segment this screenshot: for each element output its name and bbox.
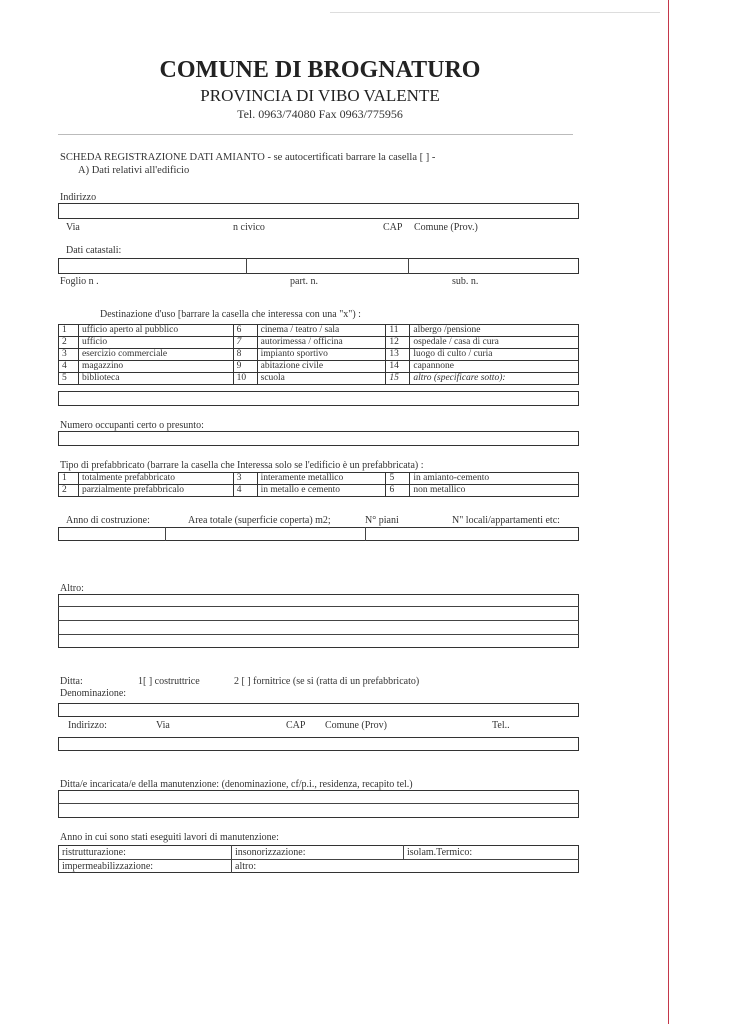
other-field[interactable] [58,594,579,648]
company-option-builder[interactable]: 1[ ] costruttrice [138,676,200,687]
other-rule-1 [58,606,579,607]
destination-table [58,324,579,385]
cadastral-divider-2 [408,258,409,274]
checkbox-cell[interactable]: 5 [59,373,79,385]
company-cap-label: CAP [286,720,306,731]
checkbox-cell[interactable]: 6 [233,325,257,337]
option-label: in amianto-cemento [410,473,579,485]
option-label: ufficio [78,337,233,349]
address-label: Indirizzo [60,192,97,203]
other-rule-3 [58,634,579,635]
maintenance-company-rule [58,803,579,804]
section-a-title: A) Dati relativi all'edificio [78,165,190,176]
cadastral-label: Dati catastali: [66,245,122,256]
company-tel-label: Tel.. [492,720,510,731]
denomination-label: Denominazione: [60,688,127,699]
building-divider-1 [165,527,166,541]
checkbox-cell[interactable]: 2 [59,485,79,497]
checkbox-cell[interactable]: 12 [386,337,410,349]
prefab-row [59,485,579,497]
scan-edge-line [330,12,660,13]
area-label: Area totale (superficie coperta) m2; [188,515,331,526]
maintenance-year-divider-2 [403,845,404,859]
option-label: luogo di culto / curia [410,349,579,361]
cadastral-field[interactable] [58,258,579,274]
other-rule-2 [58,620,579,621]
option-label: ospedale / casa di cura [410,337,579,349]
cadastral-divider-1 [246,258,247,274]
checkbox-cell[interactable]: 5 [386,473,410,485]
margin-line [668,0,669,1024]
maintenance-company-field[interactable] [58,790,579,818]
checkbox-cell[interactable]: 2 [59,337,79,349]
checkbox-cell[interactable]: 6 [386,485,410,497]
option-label: totalmente prefabbricato [78,473,233,485]
maintenance-year-divider-1 [231,845,232,873]
checkbox-cell[interactable]: 8 [233,349,257,361]
occupants-field[interactable] [58,431,579,446]
option-label: interamente metallico [257,473,386,485]
destination-other-field[interactable] [58,391,579,406]
prefab-row [59,473,579,485]
building-data-field[interactable] [58,527,579,541]
option-label: magazzino [78,361,233,373]
province-subtitle: PROVINCIA DI VIBO VALENTE [200,86,440,105]
denomination-field[interactable] [58,703,579,717]
floors-label: N° piani [365,515,399,526]
destination-row [59,349,579,361]
address-field[interactable] [58,203,579,219]
cap-label: CAP [383,222,403,233]
other-label: Altro: [60,583,84,594]
company-address-label: Indirizzo: [68,720,107,731]
company-option-supplier[interactable]: 2 [ ] fornitrice (se si (ratta di un prefabbricato) [234,676,420,687]
checkbox-cell[interactable]: 9 [233,361,257,373]
header-divider [58,134,573,135]
destination-row [59,373,579,385]
form-title: SCHEDA REGISTRAZIONE DATI AMIANTO - se autocertificati barrare la casella [ ] - [60,152,436,163]
checkbox-cell[interactable]: 11 [386,325,410,337]
company-address-field[interactable] [58,737,579,751]
year-label: Anno di costruzione: [66,515,150,526]
part-label: part. n. [290,276,319,287]
option-label: in metallo e cemento [257,485,386,497]
option-label: ufficio aperto al pubblico [78,325,233,337]
page-title: COMUNE DI BROGNATURO [159,57,481,83]
option-label: abitazione civile [257,361,386,373]
option-label: non metallico [410,485,579,497]
checkbox-cell[interactable]: 15 [386,373,410,385]
destination-row [59,337,579,349]
foglio-label: Foglio n . [60,276,99,287]
option-label: albergo /pensione [410,325,579,337]
cell-ristrutturazione: ristrutturazione: [62,847,126,858]
units-label: N" locali/appartamenti etc: [452,515,560,526]
checkbox-cell[interactable]: 3 [59,349,79,361]
via-label: Via [66,222,80,233]
building-divider-2 [365,527,366,541]
prefab-table [58,472,579,497]
option-label: autorimessa / officina [257,337,386,349]
option-label: capannone [410,361,579,373]
sub-label: sub. n. [452,276,479,287]
option-label: altro (specificare sotto): [410,373,579,385]
cell-isolamento-termico: isolam.Termico: [407,847,473,858]
checkbox-cell[interactable]: 7 [233,337,257,349]
option-label: parzialmente prefabbricalo [78,485,233,497]
option-label: scuola [257,373,386,385]
occupants-label: Numero occupanti certo o presunto: [60,420,204,431]
option-label: cinema / teatro / sala [257,325,386,337]
checkbox-cell[interactable]: 1 [59,325,79,337]
company-label: Ditta: [60,676,83,687]
checkbox-cell[interactable]: 13 [386,349,410,361]
checkbox-cell[interactable]: 1 [59,473,79,485]
maintenance-year-rule [58,859,579,860]
option-label: biblioteca [78,373,233,385]
checkbox-cell[interactable]: 14 [386,361,410,373]
option-label: impianto sportivo [257,349,386,361]
maintenance-company-label: Ditta/e incaricata/e della manutenzione: (denominazione, cf/p.i., residenza, recapito tel.) [60,779,413,790]
company-comune-label: Comune (Prov) [325,720,387,731]
destination-label: Destinazione d'uso [barrare la casella che interessa con una "x") : [100,309,361,320]
destination-row [59,361,579,373]
checkbox-cell[interactable]: 10 [233,373,257,385]
comune-label: Comune (Prov.) [414,222,478,233]
civico-label: n civico [233,222,265,233]
cell-insonorizzazione: insonorizzazione: [235,847,306,858]
checkbox-cell[interactable]: 4 [59,361,79,373]
company-via-label: Via [156,720,170,731]
destination-row [59,325,579,337]
cell-impermeabilizzazione: impermeabilizzazione: [62,861,154,872]
checkbox-cell[interactable]: 3 [233,473,257,485]
option-label: esercizio commerciale [78,349,233,361]
cell-altro: altro: [235,861,257,872]
maintenance-year-label: Anno in cui sono stati eseguiti lavori di manutenzione: [60,832,279,843]
checkbox-cell[interactable]: 4 [233,485,257,497]
contact-line: Tel. 0963/74080 Fax 0963/775956 [237,107,403,121]
prefab-label: Tipo di prefabbricato (barrare la casella che Interessa solo se l'edificio è un prefabbricata) : [60,460,424,471]
